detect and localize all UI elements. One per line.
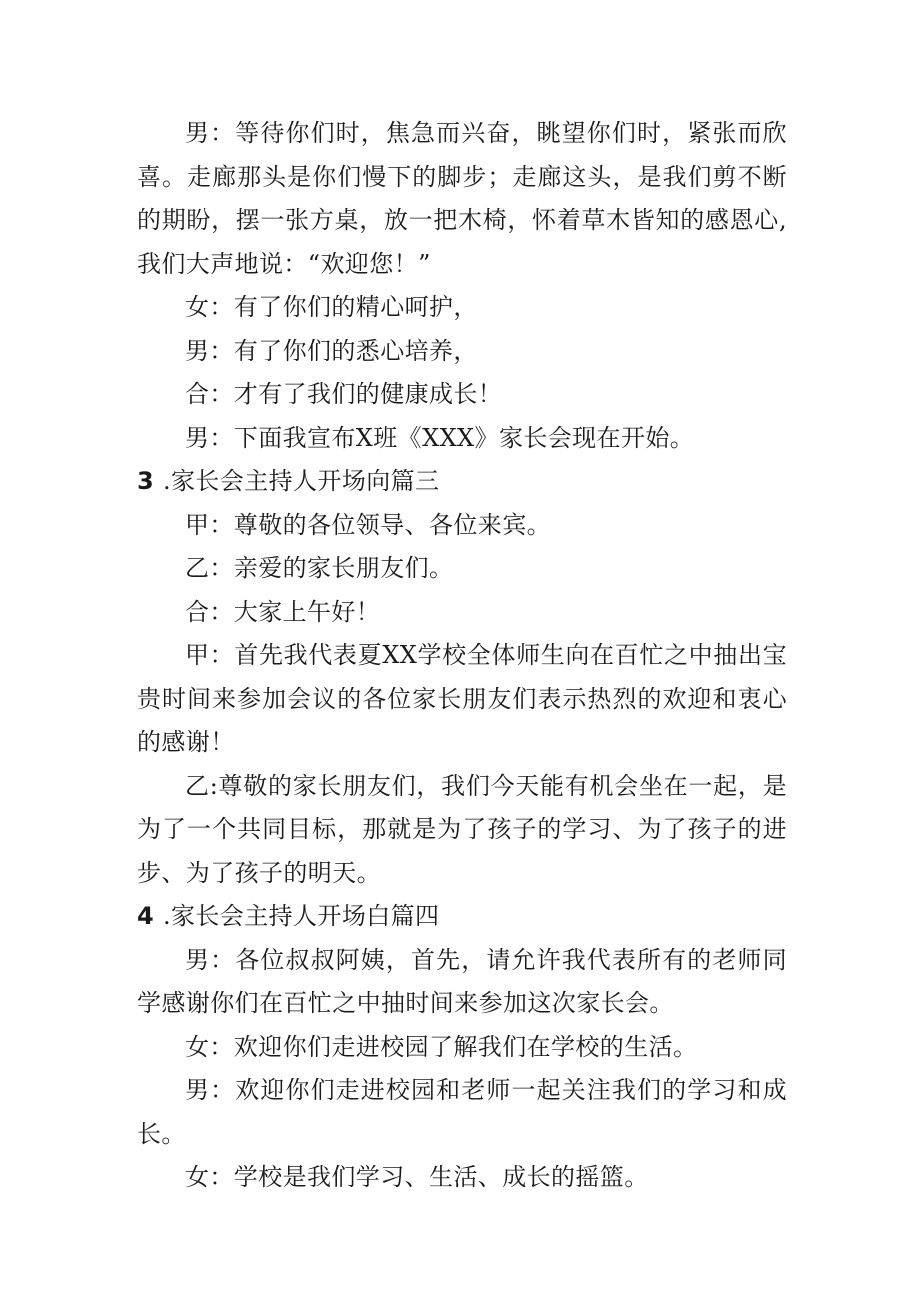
- paragraph-line: 男：欢迎你们走进校园和老师一起关注我们的学习和成长。: [137, 1076, 787, 1148]
- paragraph-line: 男：下面我宣布X班《XXX》家长会现在开始。: [185, 423, 695, 452]
- paragraph-line: 女：欢迎你们走进校园了解我们在学校的生活。: [185, 1032, 698, 1061]
- section-title: .家长会主持人开场白篇四: [163, 902, 440, 930]
- section-heading-3: [137, 460, 787, 504]
- paragraph-welcome: 男：等待你们时，焦急而兴奋，眺望你们时，紧张而欣喜。走廊那头是你们慢下的脚步；走廊这头，是我们剪不断的期盼，摆一张方桌，放一把木椅，怀着草木皆知的感恩心,我们大声地说：“欢迎您！”: [137, 119, 787, 278]
- paragraph-line: 男：有了你们的悉心培养，: [185, 336, 478, 365]
- paragraph-line: 合：大家上午好！: [185, 597, 381, 626]
- paragraph-line: 合：才有了我们的健康成长！: [185, 380, 503, 408]
- paragraph-line: 乙：亲爱的家长朋友们。: [185, 554, 454, 582]
- paragraph-opening: 男：各位叔叔阿姨，首先，请允许我代表所有的老师同学感谢你们在百忙之中抽时间来参加这次家长会。: [137, 945, 787, 1017]
- section-heading-4: [137, 895, 787, 939]
- paragraph-thanks: 甲：首先我代表夏XX学校全体师生向在百忙之中抽出宝贵时间来参加会议的各位家长朋友们表示热烈的欢迎和衷心的感谢！: [137, 641, 787, 756]
- section-title: .家长会主持人开场向篇三: [163, 467, 440, 495]
- paragraph-line: 女：学校是我们学习、生活、成长的摇篮。: [185, 1163, 649, 1191]
- section-number: 3: [137, 467, 155, 495]
- section-number: 4: [137, 902, 155, 930]
- paragraph-line: 甲：尊敬的各位领导、各位来宾。: [185, 510, 551, 539]
- paragraph-goal: 乙:尊敬的家长朋友们，我们今天能有机会坐在一起，是为了一个共同目标，那就是为了孩子的学习、为了孩子的进步、为了孩子的明天。: [137, 771, 787, 887]
- paragraph-line: 女：有了你们的精心呵护，: [185, 293, 478, 321]
